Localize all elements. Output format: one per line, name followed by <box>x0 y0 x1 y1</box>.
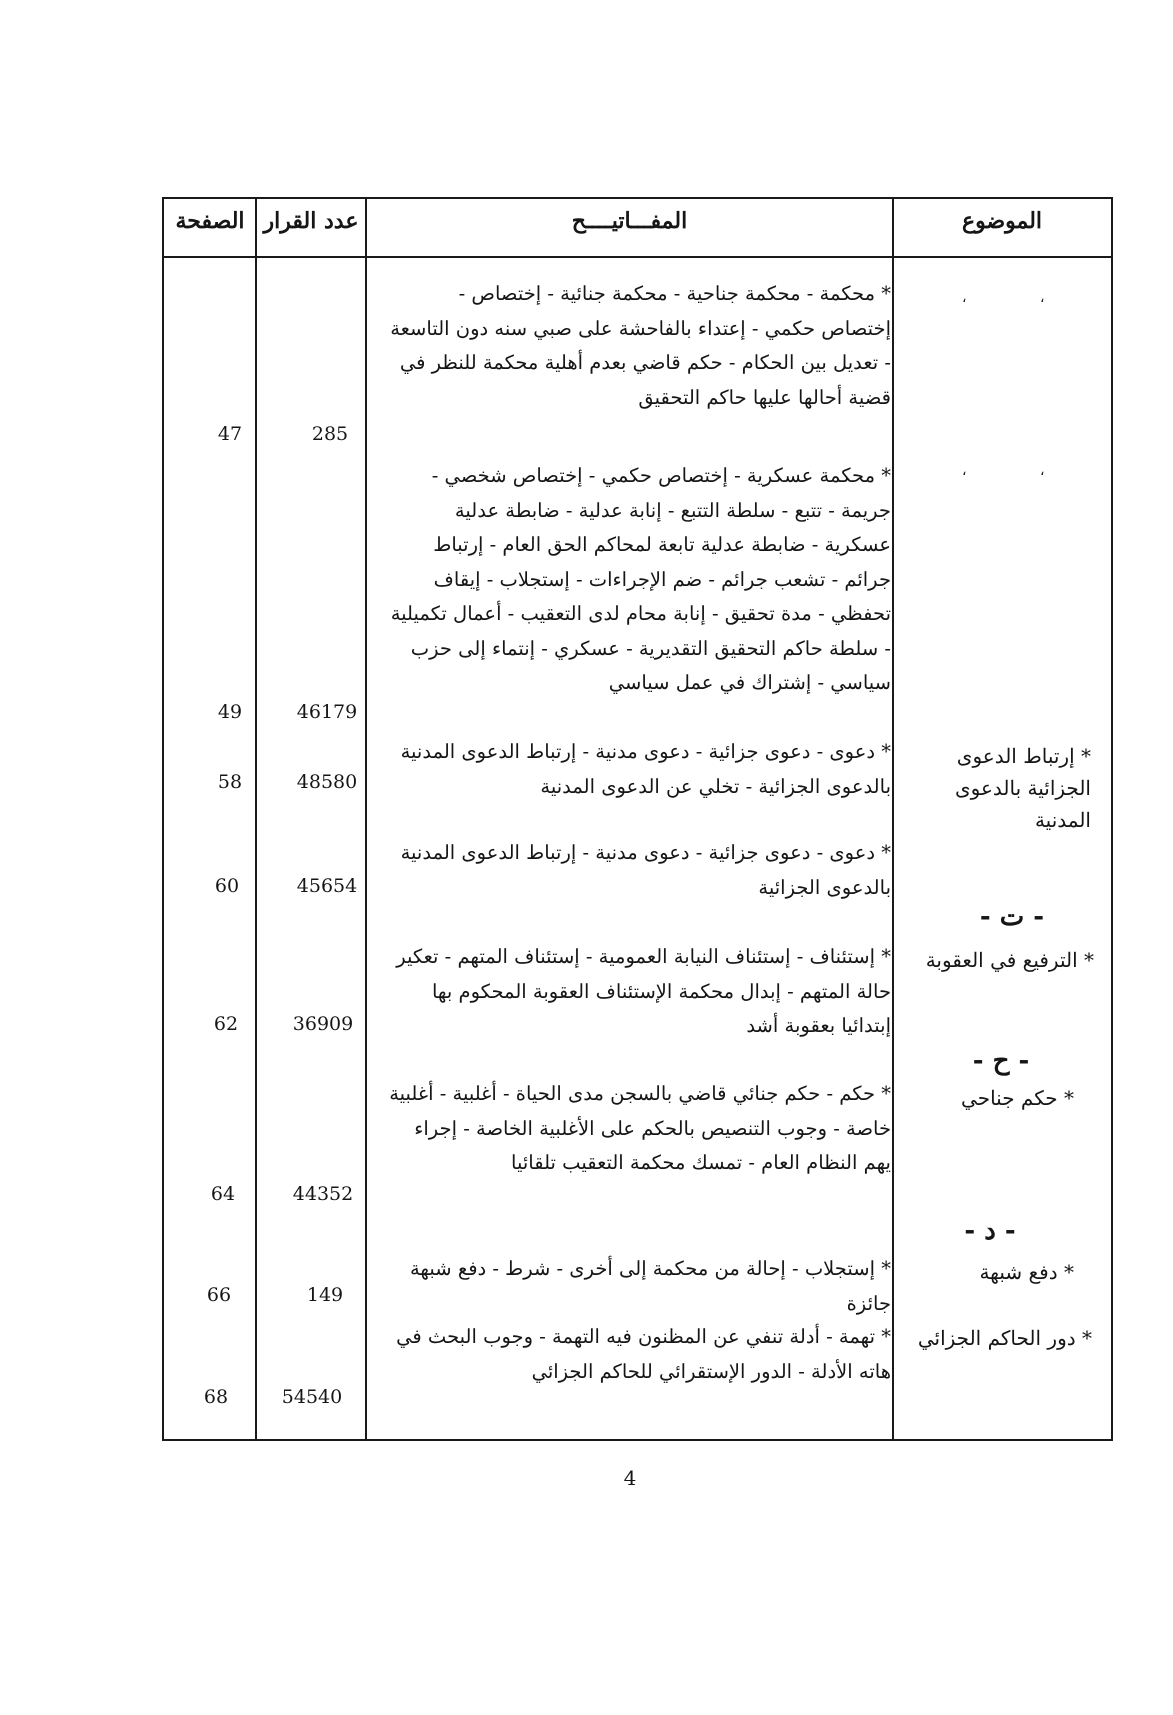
page-number: 4 <box>623 1466 637 1490</box>
table-row-page: 60 <box>214 875 240 897</box>
table-row-keywords: * إستئناف - إستئناف النيابة العمومية - إستئناف المتهم - تعكير حالة المتهم - إبدال محكمة الإستئناف العقوبة المحكوم بها إبتدائيا بعقوبة أشد <box>396 945 891 1037</box>
table-row-decision: 149 <box>306 1284 344 1306</box>
table-row-keywords: * إستجلاب - إحالة من محكمة إلى أخرى - شرط - دفع شبهة جائزة <box>409 1257 891 1315</box>
table-row-page: 47 <box>217 423 243 445</box>
table-row-page: 49 <box>217 701 243 723</box>
table-row-subject: * حكم جناحي <box>961 1086 1074 1110</box>
table-row-keywords: * محكمة عسكرية - إختصاص حكمي - إختصاص شخصي - جريمة - تتبع - سلطة التتبع - إنابة عدلية - ضابطة عدلية عسكرية - ضابطة عدلية تابعة لمحاكم الحق العام - إرتباط جرائم - تشعب جرائم - ضم الإجراءات - إستجلاب - إيقاف تحفظي - مدة تحقيق - إنابة محام لدى التعقيب - أعمال تكميلية - سلطة حاكم التحقيق التقديرية - عسكري - إنتماء إلى حزب سياسي - إشتراك في عمل سياسي <box>390 464 891 694</box>
table-row-subject: * الترفيع في العقوبة <box>925 948 1094 972</box>
column-divider <box>255 197 257 1441</box>
table-row-keywords: * دعوى - دعوى جزائية - دعوى مدنية - إرتباط الدعوى المدنية بالدعوى الجزائية <box>400 841 891 899</box>
column-divider <box>892 197 894 1441</box>
table-row-decision: 285 <box>311 423 349 445</box>
header-divider <box>162 256 1113 258</box>
table-row-keywords: * تهمة - أدلة تنفي عن المظنون فيه التهمة - وجوب البحث في هاته الأدلة - الدور الإستقرائي للحاكم الجزائي <box>396 1325 891 1383</box>
header-subject: الموضوع <box>961 208 1043 234</box>
header-keywords: المفـــاتيــــح <box>571 208 688 234</box>
table-row-decision: 36909 <box>292 1013 354 1035</box>
table-row-subject: * إرتباط الدعوى الجزائية بالدعوى المدنية <box>954 744 1091 832</box>
table-row-page: 64 <box>210 1183 236 1205</box>
table-row-keywords: * حكم - حكم جنائي قاضي بالسجن مدى الحياة - أغلبية - أغلبية خاصة - وجوب التنصيص بالحكم على الأغلبية الخاصة - إجراء يهم النظام العام - تمسك محكمة التعقيب تلقائيا <box>389 1082 891 1174</box>
table-row-page: 58 <box>217 771 243 793</box>
table-row-decision: 48580 <box>296 771 358 793</box>
scan-speck: ، <box>1040 290 1045 306</box>
section-letter: - د - <box>964 1216 1016 1246</box>
section-letter: - ح - <box>972 1046 1030 1076</box>
table-row-keywords: * دعوى - دعوى جزائية - دعوى مدنية - إرتباط الدعوى المدنية بالدعوى الجزائية - تخلي عن الدعوى المدنية <box>400 740 891 798</box>
table-row-decision: 44352 <box>292 1183 354 1205</box>
table-row-subject: * دور الحاكم الجزائي <box>917 1326 1092 1350</box>
table-row-decision: 45654 <box>296 875 358 897</box>
table-row-page: 68 <box>203 1386 229 1408</box>
scan-speck: ، <box>1040 463 1045 479</box>
section-letter: - ت - <box>979 902 1045 932</box>
table-row-page: 66 <box>206 1284 232 1306</box>
table-row-page: 62 <box>213 1013 239 1035</box>
header-page: الصفحة <box>175 208 245 234</box>
table-row-keywords: * محكمة - محكمة جناحية - محكمة جنائية - إختصاص - إختصاص حكمي - إعتداء بالفاحشة على صبي سنه دون التاسعة - تعديل بين الحكام - حكم قاضي بعدم أهلية محكمة للنظر في قضية أحالها عليها حاكم التحقيق <box>390 282 891 409</box>
scan-speck: ، <box>962 290 967 306</box>
table-row-decision: 54540 <box>281 1386 343 1408</box>
table-row-decision: 46179 <box>296 701 358 723</box>
scan-speck: ، <box>962 463 967 479</box>
column-divider <box>365 197 367 1441</box>
header-decision: عدد القرار <box>263 208 359 234</box>
table-row-subject: * دفع شبهة <box>979 1260 1074 1284</box>
